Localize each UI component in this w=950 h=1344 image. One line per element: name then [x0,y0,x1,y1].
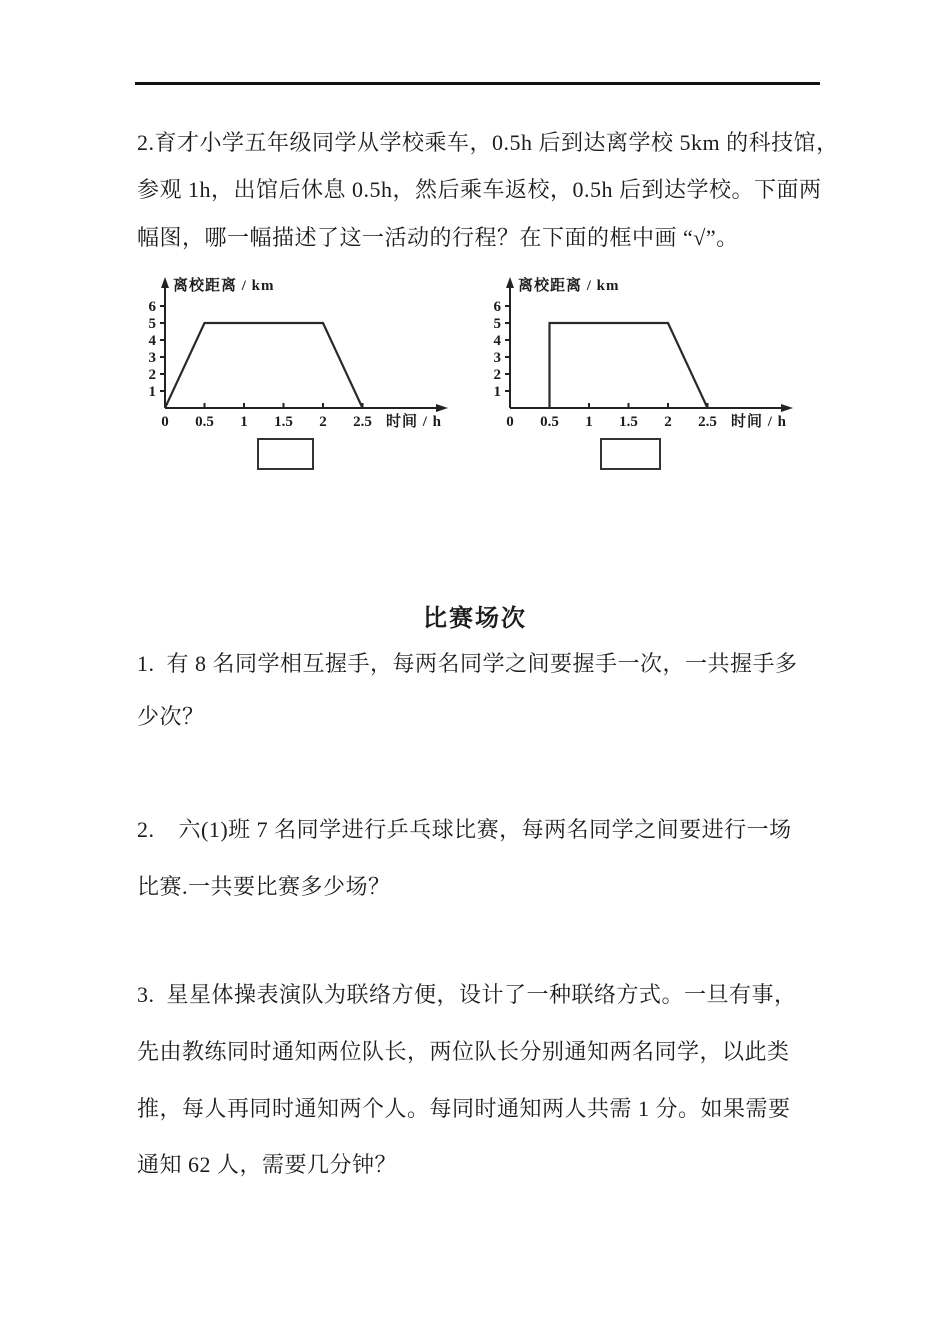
svg-text:时间 / h: 时间 / h [386,414,443,430]
svg-text:6: 6 [148,299,156,315]
svg-text:1: 1 [585,414,593,430]
svg-text:3: 3 [493,350,501,366]
svg-text:5: 5 [148,316,156,332]
svg-text:5: 5 [493,316,501,332]
svg-text:0: 0 [161,414,169,430]
problem2-line-1: 2.育才小学五年级同学从学校乘车，0.5h 后到达离学校 5km 的科技馆， [137,130,839,155]
answer-checkbox-left[interactable] [257,438,314,470]
svg-text:0: 0 [506,414,514,430]
svg-text:时间 / h: 时间 / h [731,414,788,430]
svg-text:1: 1 [493,384,501,400]
svg-text:3: 3 [148,350,156,366]
question3-line-2: 先由教练同时通知两位队长，两位队长分别通知两名同学，以此类 [137,1039,790,1064]
svg-text:2: 2 [664,414,672,430]
svg-text:4: 4 [148,333,156,349]
svg-text:1: 1 [240,414,248,430]
problem2-line-3: 幅图，哪一幅描述了这一活动的行程？在下面的框中画 “√”。 [137,225,739,250]
header-rule [135,82,820,85]
question1-line-2: 少次？ [137,704,205,729]
distance-time-chart-right [485,273,805,443]
svg-text:6: 6 [493,299,501,315]
svg-text:2.5: 2.5 [353,414,372,430]
distance-time-chart-left [140,273,460,443]
svg-text:0.5: 0.5 [195,414,214,430]
svg-text:1.5: 1.5 [619,414,638,430]
answer-checkbox-right[interactable] [600,438,661,470]
question3-line-4: 通知 62 人，需要几分钟？ [137,1152,398,1177]
problem2-line-2: 参观 1h，出馆后休息 0.5h，然后乘车返校，0.5h 后到达学校。下面两 [137,177,822,202]
svg-text:1.5: 1.5 [274,414,293,430]
question3-line-1: 3. 星星体操表演队为联络方便，设计了一种联络方式。一旦有事， [137,982,797,1007]
section-title: 比赛场次 [423,606,527,632]
svg-text:4: 4 [493,333,501,349]
svg-text:2: 2 [319,414,327,430]
question1-line-1: 1. 有 8 名同学相互握手，每两名同学之间要握手一次，一共握手多 [137,651,798,676]
svg-text:2: 2 [493,367,501,383]
question2-line-2: 比赛.一共要比赛多少场？ [137,874,391,899]
svg-text:0.5: 0.5 [540,414,559,430]
svg-text:离校距离 / km: 离校距离 / km [173,278,275,294]
svg-text:离校距离 / km: 离校距离 / km [518,278,620,294]
svg-text:1: 1 [148,384,156,400]
question3-line-3: 推，每人再同时通知两个人。每同时通知两人共需 1 分。如果需要 [137,1096,791,1121]
svg-text:2: 2 [148,367,156,383]
question2-line-1: 2. 六(1)班 7 名同学进行乒乓球比赛，每两名同学之间要进行一场 [137,817,792,842]
svg-text:2.5: 2.5 [698,414,717,430]
